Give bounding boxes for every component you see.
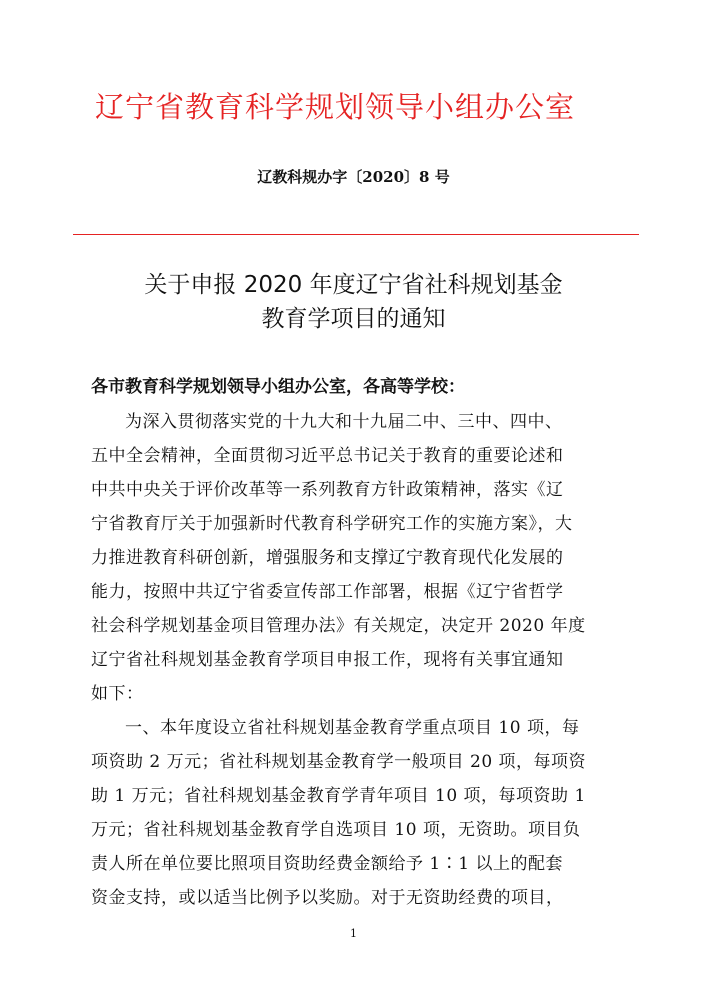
paragraph-1-line: 五中全会精神，全面贯彻习近平总书记关于教育的重要论述和 <box>91 446 564 466</box>
paragraph-2-line: 项资助 2 万元；省社科规划基金教育学一般项目 20 项，每项资 <box>91 752 587 772</box>
paragraph-1-line: 能力，按照中共辽宁省委宣传部工作部署，根据《辽宁省哲学 <box>91 582 564 602</box>
paragraph-2-line: 助 1 万元；省社科规划基金教育学青年项目 10 项，每项资助 1 <box>91 786 586 806</box>
paragraph-1-line: 力推进教育科研创新，增强服务和支撑辽宁教育现代化发展的 <box>91 548 564 568</box>
paragraph-1-line: 为深入贯彻落实党的十九大和十九届二中、三中、四中、 <box>125 412 563 432</box>
paragraph-1-line: 宁省教育厅关于加强新时代教育科学研究工作的实施方案》，大 <box>91 514 573 534</box>
paragraph-2-line: 一、本年度设立省社科规划基金教育学重点项目 10 项，每 <box>125 718 580 738</box>
document-number: 辽教科规办字〔2020〕8 号 <box>257 168 450 186</box>
paragraph-1-line: 中共中央关于评价改革等一系列教育方针政策精神，落实《辽 <box>91 480 564 500</box>
paragraph-2-line: 资金支持，或以适当比例予以奖励。对于无资助经费的项目， <box>91 888 564 908</box>
notice-title <box>0 268 707 336</box>
paragraph-1-line: 社会科学规划基金项目管理办法》有关规定，决定开 2020 年度 <box>91 616 586 636</box>
paragraph-2-line: 万元；省社科规划基金教育学自选项目 10 项，无资助。项目负 <box>91 820 581 840</box>
notice-title-line-1: 关于申报 2020 年度辽宁省社科规划基金 <box>144 272 563 298</box>
paragraph-2-line: 责人所在单位要比照项目资助经费金额给予 1∶1 以上的配套 <box>91 854 563 874</box>
paragraph-1-line: 如下： <box>91 684 144 704</box>
paragraph-1-line: 辽宁省社科规划基金教育学项目申报工作，现将有关事宜通知 <box>91 650 564 670</box>
organization-header: 辽宁省教育科学规划领导小组办公室 <box>95 90 576 124</box>
notice-title-line-2: 教育学项目的通知 <box>261 306 446 332</box>
salutation: 各市教育科学规划领导小组办公室，各高等学校： <box>91 377 465 397</box>
page-number: 1 <box>350 927 357 940</box>
red-divider-line <box>73 234 639 235</box>
